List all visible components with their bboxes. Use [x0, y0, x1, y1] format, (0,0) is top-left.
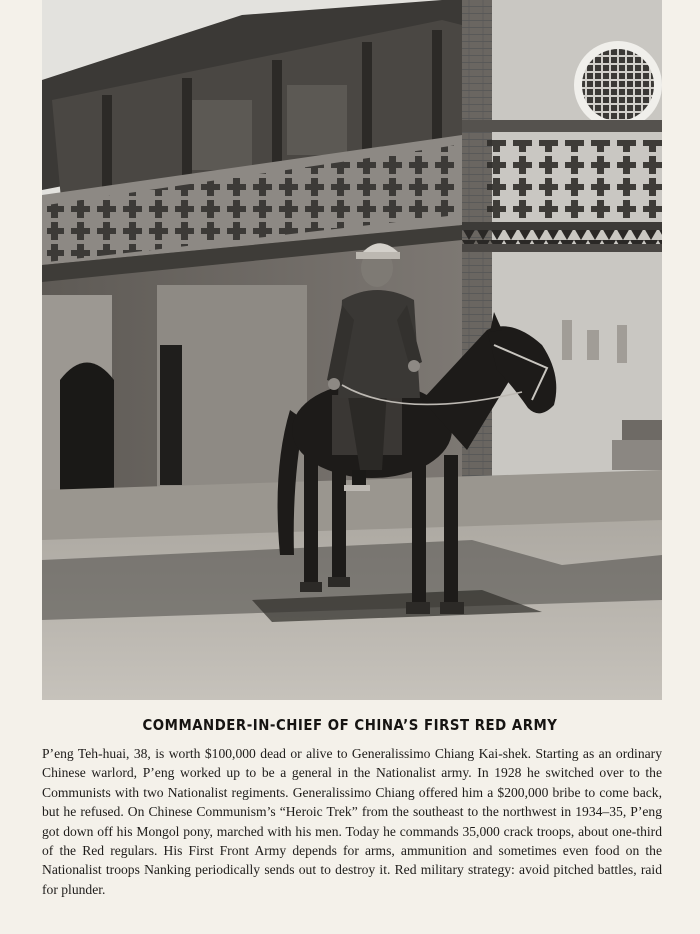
door [160, 345, 182, 485]
pillar [272, 60, 282, 175]
arched-doorway [60, 363, 114, 491]
tower-band [462, 120, 662, 132]
pillar [432, 30, 442, 150]
pillar [362, 42, 372, 157]
tower-dentils [462, 230, 662, 244]
loggia-window [287, 85, 347, 155]
photo-illustration [42, 0, 662, 700]
photograph [42, 0, 662, 700]
caption-body: P’eng Teh-huai, 38, is worth $100,000 dead or alive to Generalissimo Chiang Kai-shek. Starting as an ordinary Chinese warlord, P’eng worked up to be a general in the Nationalist army. In 1928 he switched over to the Communists with two Nationalist regiments. Generalissimo Chiang offered him a $200,000 bribe to come back, but he refused. On Chinese Communism’s “Heroic Trek” from the southeast to the northwest in 1934–35, P’eng got down off his Mongol pony, marched with his men. Today he commands 35,000 crack troops, about one-third of the Red regulars. His First Front Army depends for arms, ammunition and sometimes even food on the Nationalist troops Nanking periodically sends out to destroy it. Red military strategy: avoid pitched battles, raid for plunder. [42, 746, 662, 897]
round-window-lattice [582, 49, 654, 121]
tower-band [462, 222, 662, 230]
loggia-window [192, 100, 252, 170]
tower-crosses [482, 140, 662, 220]
tower-band [462, 244, 662, 252]
steps [622, 420, 662, 440]
steps [612, 440, 662, 470]
caption-title: COMMANDER-IN-CHIEF OF CHINA’S FIRST RED ARMY [142, 716, 558, 734]
